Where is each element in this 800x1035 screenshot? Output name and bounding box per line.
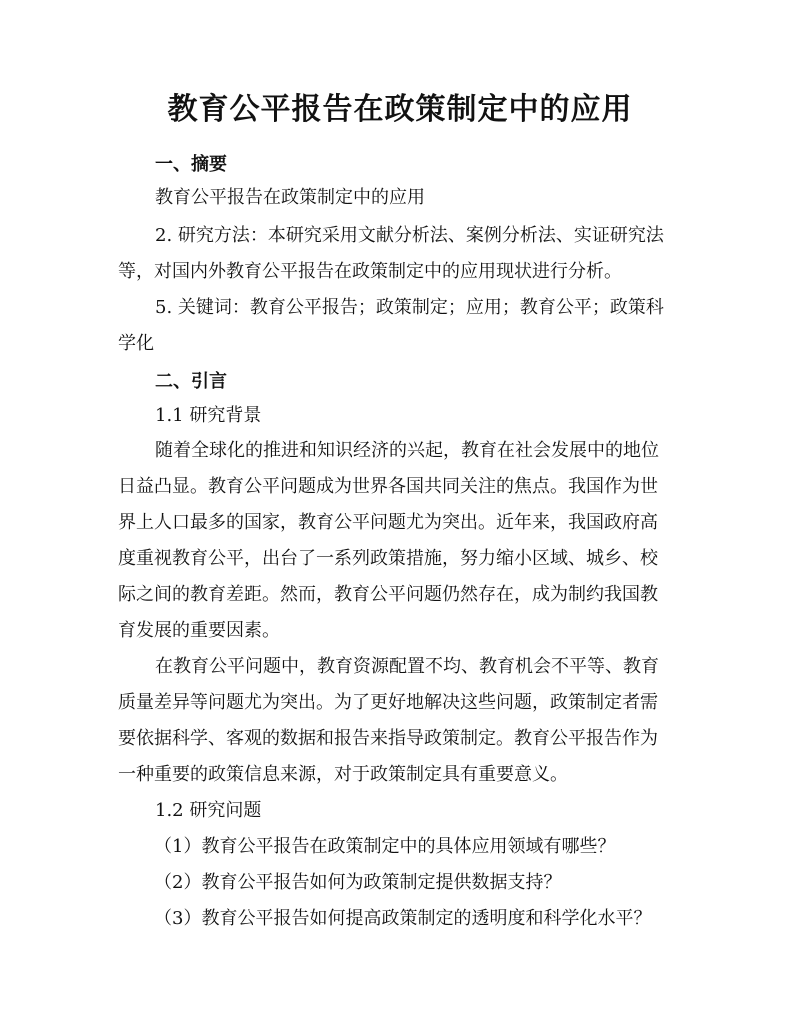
research-question: （1）教育公平报告在政策制定中的具体应用领域有哪些？ xyxy=(154,836,616,857)
keywords-line-1: 5. 关键词：教育公平报告；政策制定；应用；教育公平；政策科 xyxy=(155,297,664,318)
subheading-background: 1.1 研究背景 xyxy=(155,405,262,426)
background-para2-line: 在教育公平问题中，教育资源配置不均、教育机会不平等、教育 xyxy=(155,656,659,677)
keywords-line-2: 学化 xyxy=(118,333,154,354)
section-heading-abstract: 一、摘要 xyxy=(155,154,227,175)
background-para1-line: 随着全球化的推进和知识经济的兴起，教育在社会发展中的地位 xyxy=(155,440,659,461)
background-para2-line: 一种重要的政策信息来源，对于政策制定具有重要意义。 xyxy=(118,764,568,785)
section-heading-intro: 二、引言 xyxy=(155,371,227,392)
page-title: 教育公平报告在政策制定中的应用 xyxy=(167,92,633,127)
research-question: （2）教育公平报告如何为政策制定提供数据支持？ xyxy=(154,872,562,893)
background-para1-line: 日益凸显。教育公平问题成为世界各国共同关注的焦点。我国作为世 xyxy=(118,476,658,497)
research-question: （3）教育公平报告如何提高政策制定的透明度和科学化水平？ xyxy=(154,908,652,929)
methods-line-2: 等，对国内外教育公平报告在政策制定中的应用现状进行分析。 xyxy=(118,261,622,282)
background-para1-line: 育发展的重要因素。 xyxy=(118,620,280,641)
background-para2-line: 质量差异等问题尤为突出。为了更好地解决这些问题，政策制定者需 xyxy=(118,692,658,713)
methods-line-1: 2. 研究方法：本研究采用文献分析法、案例分析法、实证研究法 xyxy=(155,225,664,246)
subheading-questions: 1.2 研究问题 xyxy=(155,800,262,821)
background-para1-line: 界上人口最多的国家，教育公平问题尤为突出。近年来，我国政府高 xyxy=(118,512,658,533)
abstract-line: 教育公平报告在政策制定中的应用 xyxy=(155,187,425,208)
background-para2-line: 要依据科学、客观的数据和报告来指导政策制定。教育公平报告作为 xyxy=(118,728,658,749)
background-para1-line: 度重视教育公平，出台了一系列政策措施，努力缩小区域、城乡、校 xyxy=(118,548,658,569)
background-para1-line: 际之间的教育差距。然而，教育公平问题仍然存在，成为制约我国教 xyxy=(118,584,658,605)
